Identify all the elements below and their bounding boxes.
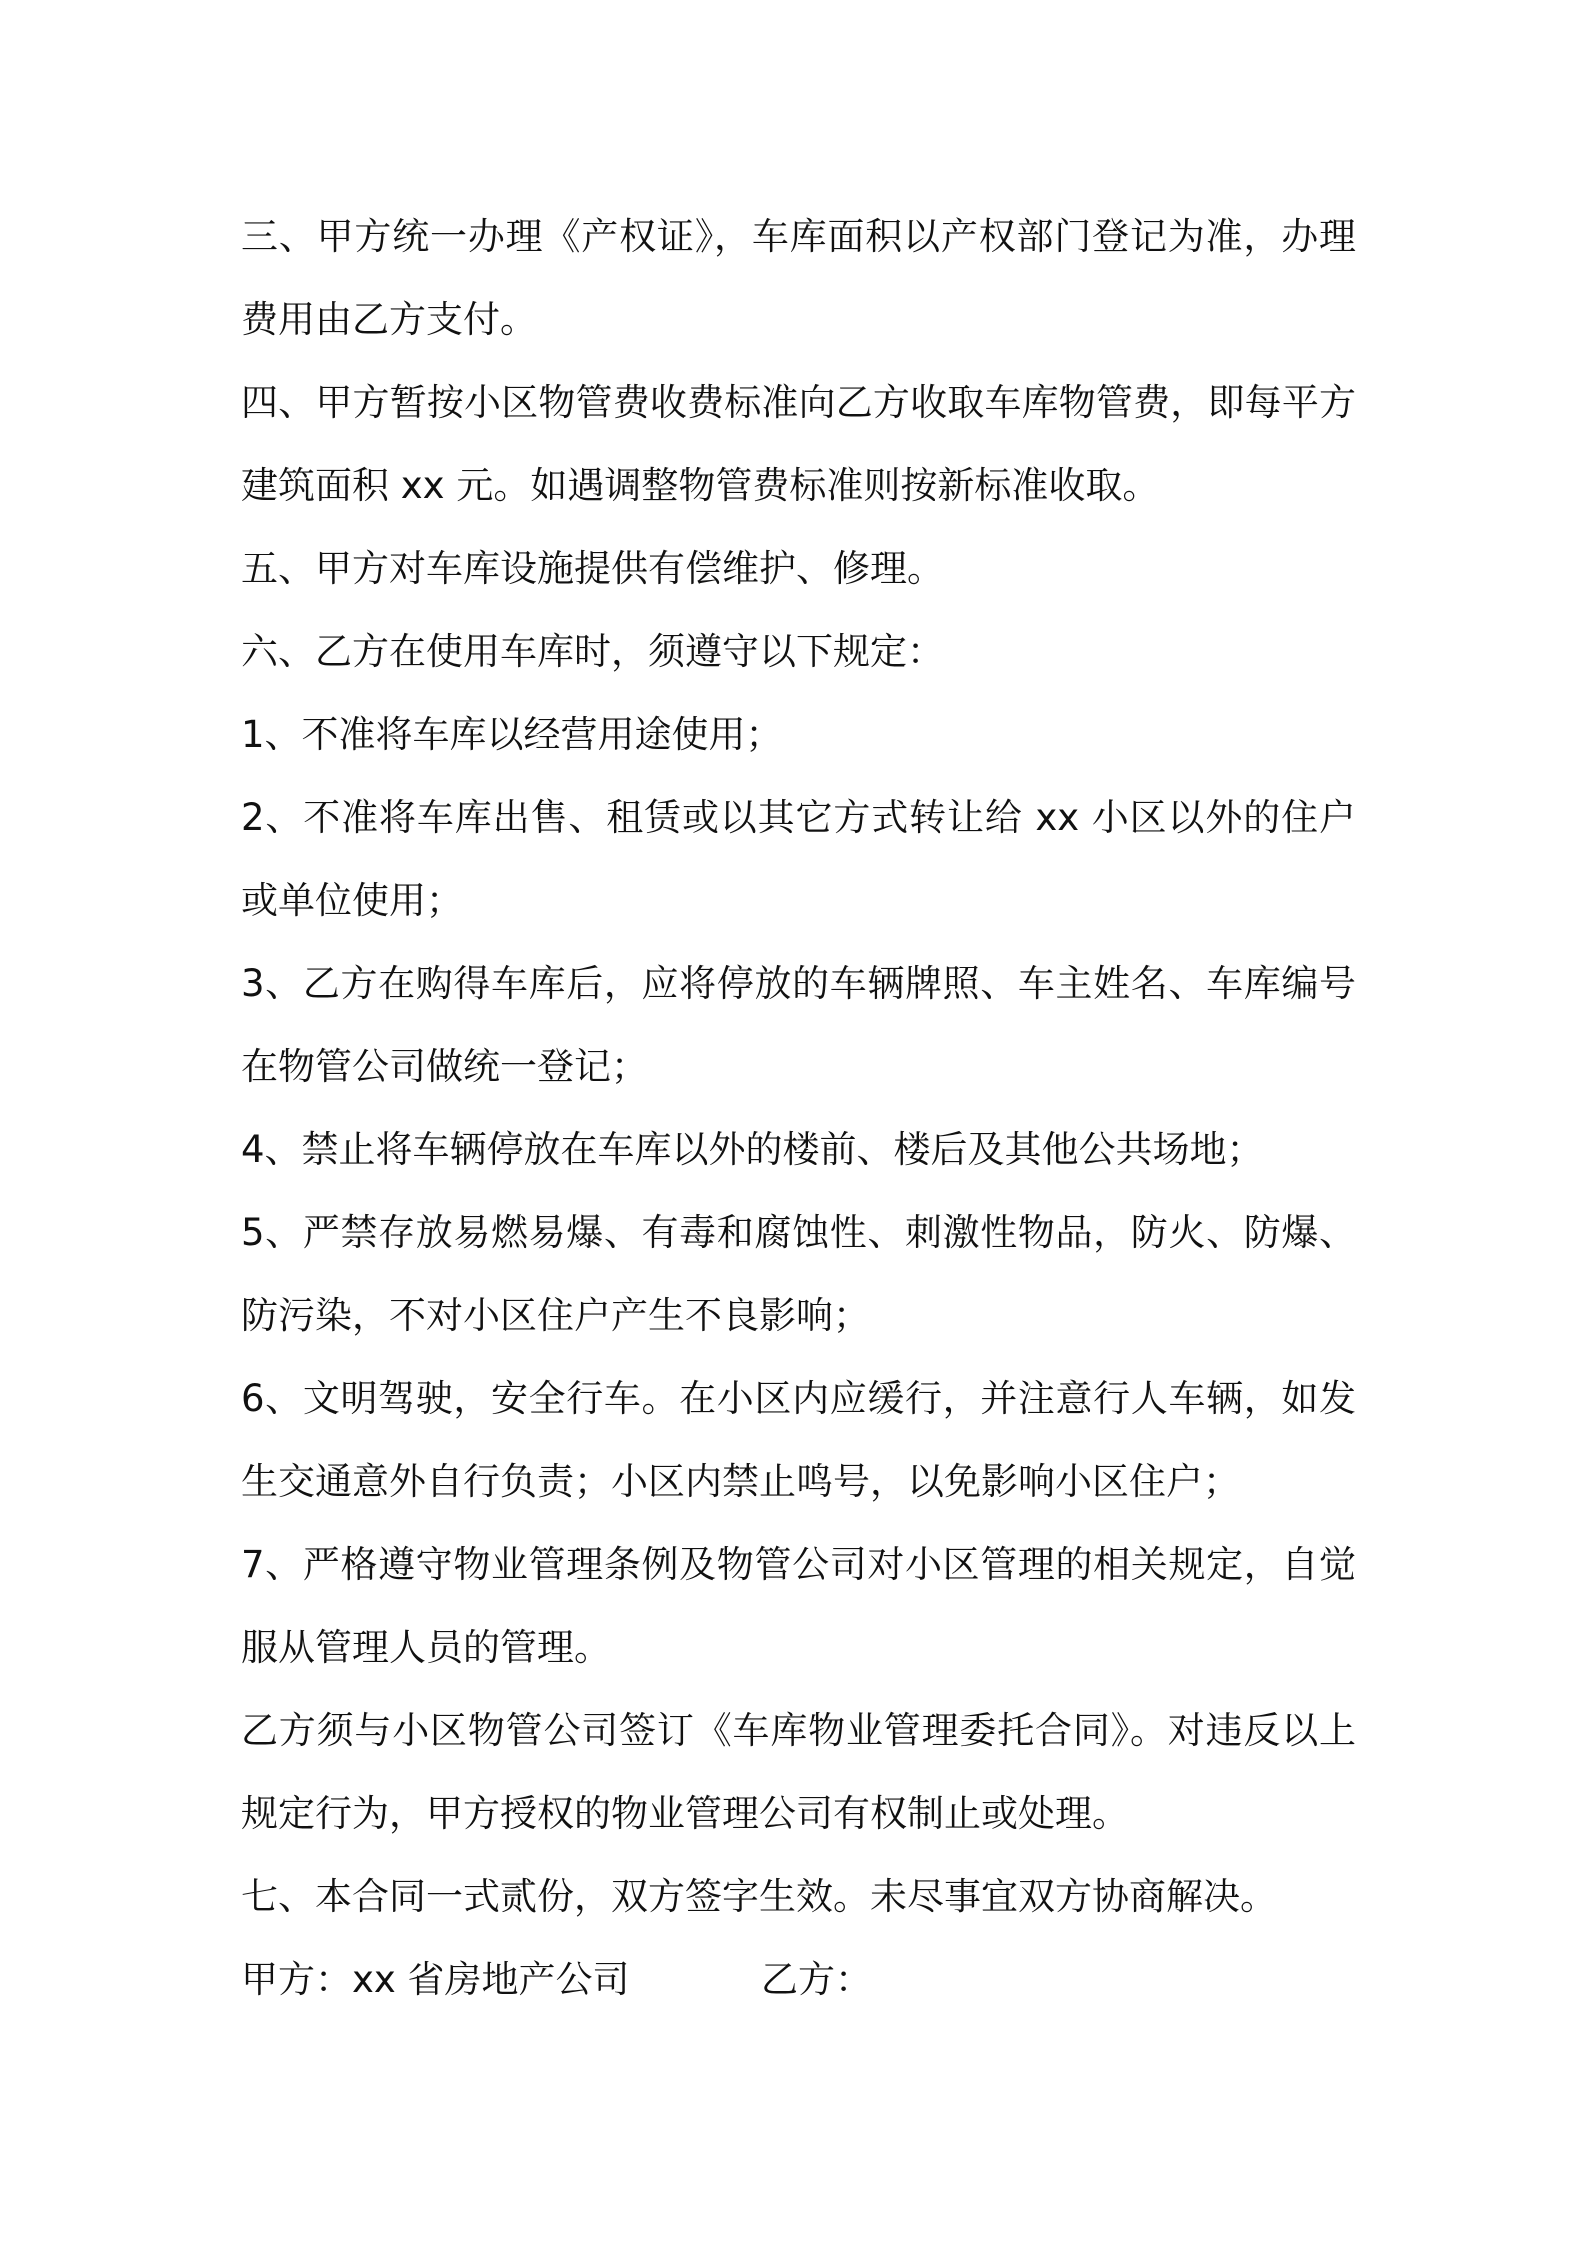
rule-6: 6、文明驾驶，安全行车。在小区内应缓行，并注意行人车辆，如发生交通意外自行负责；小区内禁止鸣号，以免影响小区住户；: [241, 1377, 1356, 1503]
rule-4: 4、禁止将车辆停放在车库以外的楼前、楼后及其他公共场地；: [241, 1128, 1264, 1171]
clause-6: 六、乙方在使用车库时，须遵守以下规定：: [241, 630, 944, 673]
clause-5: 五、甲方对车库设施提供有偿维护、修理。: [241, 547, 944, 590]
rule-3: 3、乙方在购得车库后，应将停放的车辆牌照、车主姓名、车库编号在物管公司做统一登记；: [241, 962, 1356, 1088]
rule-5: 5、严禁存放易燃易爆、有毒和腐蚀性、刺激性物品，防火、防爆、防污染，不对小区住户产生不良影响；: [241, 1211, 1356, 1337]
clause-4: 四、甲方暂按小区物管费收费标准向乙方收取车库物管费，即每平方建筑面积 xx 元。如遇调整物管费标准则按新标准收取。: [241, 381, 1356, 507]
signature-row: [241, 1938, 1356, 2021]
party-b-signature: 乙方：: [761, 1958, 872, 2001]
rule-1: 1、不准将车库以经营用途使用；: [241, 713, 783, 756]
party-a-signature: 甲方：xx 省房地产公司: [241, 1958, 630, 2001]
rule-2: 2、不准将车库出售、租赁或以其它方式转让给 xx 小区以外的住户或单位使用；: [241, 796, 1356, 922]
management-contract-note: 乙方须与小区物管公司签订《车库物业管理委托合同》。对违反以上规定行为，甲方授权的物业管理公司有权制止或处理。: [241, 1709, 1356, 1835]
clause-3: 三、甲方统一办理《产权证》，车库面积以产权部门登记为准，办理费用由乙方支付。: [241, 215, 1356, 341]
rule-7: 7、严格遵守物业管理条例及物管公司对小区管理的相关规定，自觉服从管理人员的管理。: [241, 1543, 1356, 1669]
clause-7: 七、本合同一式贰份，双方签字生效。未尽事宜双方协商解决。: [241, 1875, 1277, 1918]
contract-body: [241, 195, 1356, 2021]
